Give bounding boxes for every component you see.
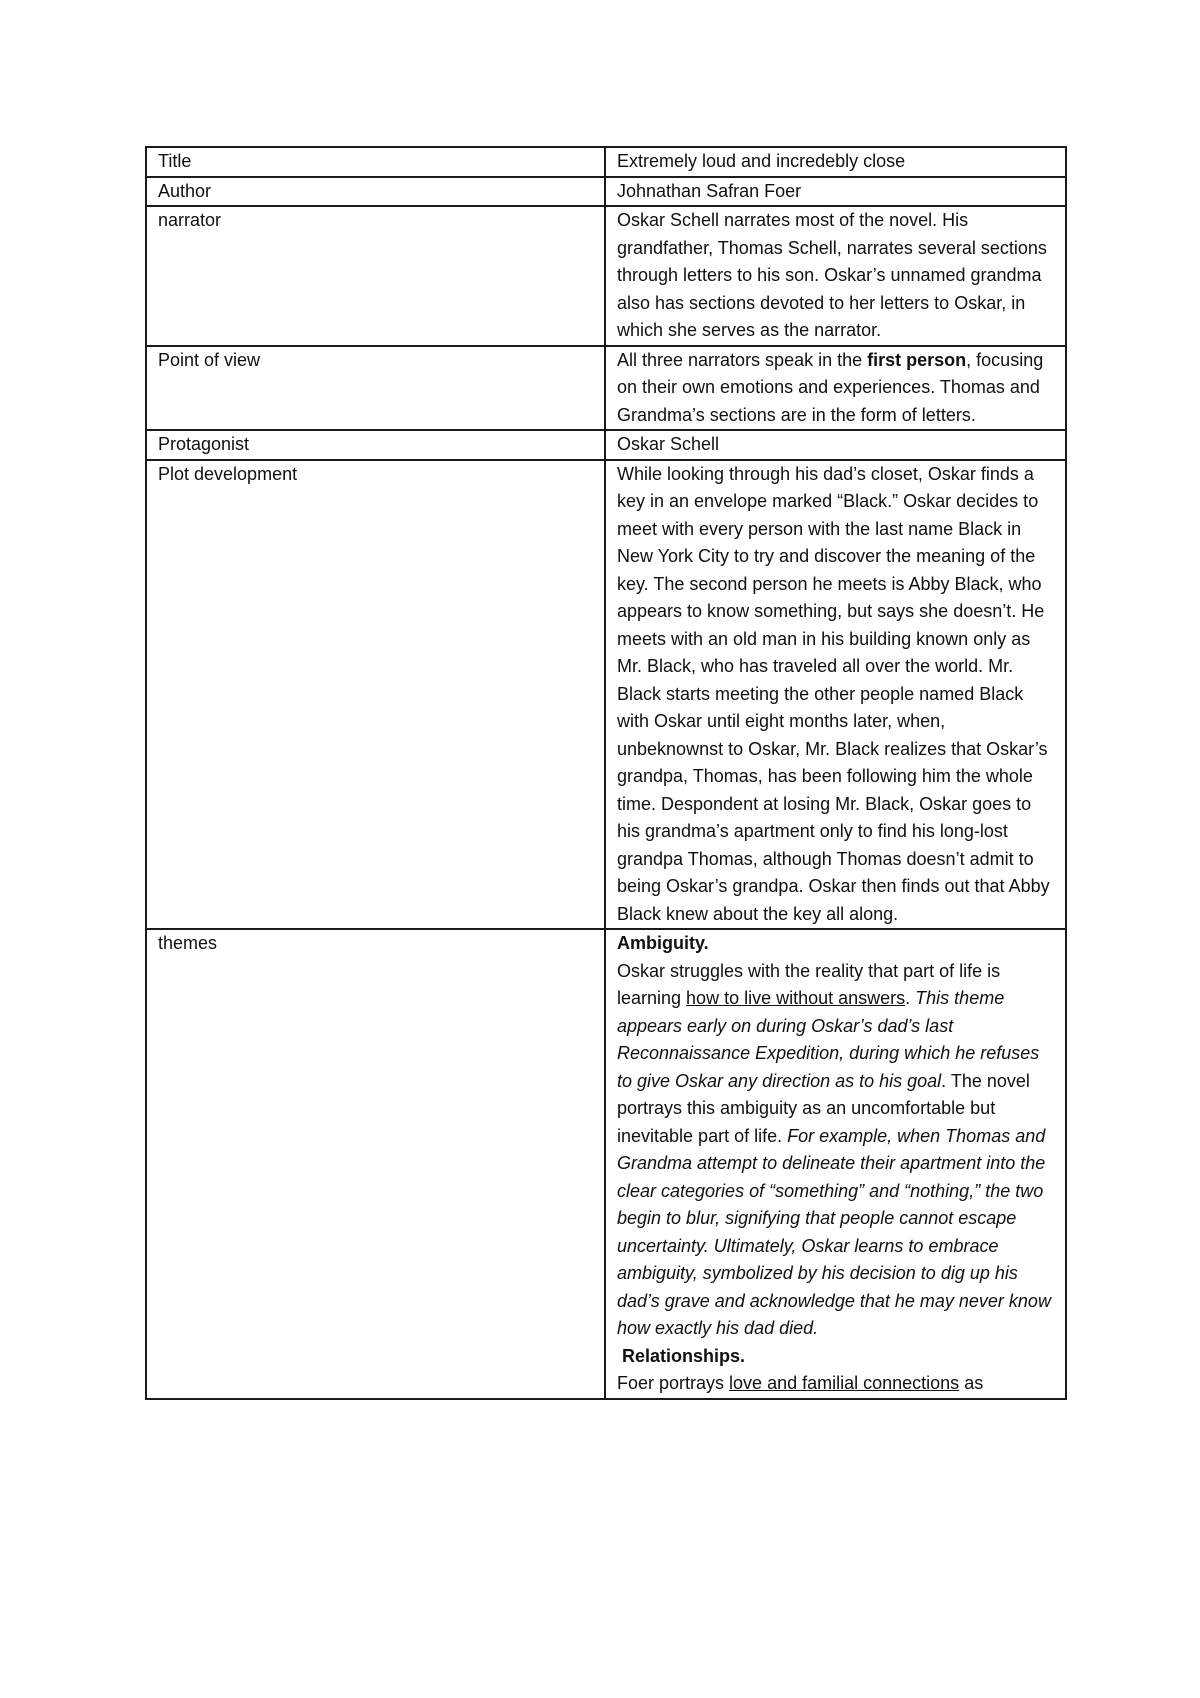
theme-paragraph xyxy=(617,958,1056,1343)
row-value: Oskar Schell narrates most of the novel. His grandfather, Thomas Schell, narrates several sections through letters to his son. Oskar’s unnamed grandma also has sections devoted to her letters to Oskar, in which she serves as the narrator. xyxy=(605,206,1066,346)
row-label: Protagonist xyxy=(146,430,605,460)
text-run: Oskar struggles with the reality that part of life is learning xyxy=(617,960,1001,1008)
text-run: Foer portrays xyxy=(617,1373,730,1393)
row-label: Author xyxy=(146,177,605,207)
text-run: , focusing on their own emotions and experiences. Thomas and Grandma’s sections are in the form of letters. xyxy=(617,349,1044,425)
row-value xyxy=(605,929,1066,1399)
row-label: Title xyxy=(146,147,605,177)
italic-text: This theme appears early on during Oskar’s dad’s last Reconnaissance Expedition, during which he refuses to give Oskar any direction as to his goal xyxy=(617,988,1040,1091)
table-row xyxy=(146,177,1066,207)
table-row xyxy=(146,929,1066,1399)
theme-heading: Relationships. xyxy=(622,1345,746,1366)
row-value: Oskar Schell xyxy=(605,430,1066,460)
row-value: While looking through his dad’s closet, Oskar finds a key in an envelope marked “Black.” Oskar decides to meet with every person with the last name Black in New York City to try and discover the meaning of the key. The second person he meets is Abby Black, who appears to know something, but says she doesn’t. He meets with an old man in his building known only as Mr. Black, who has traveled all over the world. Mr. Black starts meeting the other people named Black with Oskar until eight months later, when, unbeknownst to Oskar, Mr. Black realizes that Oskar’s grandpa, Thomas, has been following him the whole time. Despondent at losing Mr. Black, Oskar goes to his grandma’s apartment only to find his long-lost grandpa Thomas, although Thomas doesn’t admit to being Oskar’s grandpa. Oskar then finds out that Abby Black knew about the key all along. xyxy=(605,460,1066,930)
row-value: Extremely loud and incredebly close xyxy=(605,147,1066,177)
italic-text: For example, when Thomas and Grandma attempt to delineate their apartment into the clear categories of “something” and “nothing,” the two begin to blur, signifying that people cannot escape uncertainty. Ultimately, Oskar learns to embrace ambiguity, symbolized by his decision to dig up his dad’s grave and acknowledge that he may never know how exactly his dad died. xyxy=(617,1125,1051,1338)
underlined-text: love and familial connections xyxy=(729,1373,960,1393)
text-run: All three narrators speak in the xyxy=(617,349,868,370)
table-row xyxy=(146,346,1066,431)
bold-text: first person xyxy=(867,349,967,370)
row-label: themes xyxy=(146,929,605,1399)
table-row xyxy=(146,206,1066,346)
row-label: narrator xyxy=(146,206,605,346)
theme-heading: Ambiguity. xyxy=(617,933,709,953)
row-label: Plot development xyxy=(146,460,605,930)
row-value xyxy=(605,346,1066,431)
table-row xyxy=(146,430,1066,460)
theme-paragraph xyxy=(617,1370,1056,1398)
row-label: Point of view xyxy=(146,346,605,431)
table-row xyxy=(146,147,1066,177)
summary-table xyxy=(145,146,1067,1400)
table-row xyxy=(146,460,1066,930)
text-run: . The novel portrays this ambiguity as an uncomfortable but inevitable part of life. xyxy=(617,1070,1030,1146)
row-value: Johnathan Safran Foer xyxy=(605,177,1066,207)
text-run: as xyxy=(959,1373,984,1393)
text-run: . xyxy=(905,988,916,1008)
underlined-text: how to live without answers xyxy=(686,988,906,1008)
